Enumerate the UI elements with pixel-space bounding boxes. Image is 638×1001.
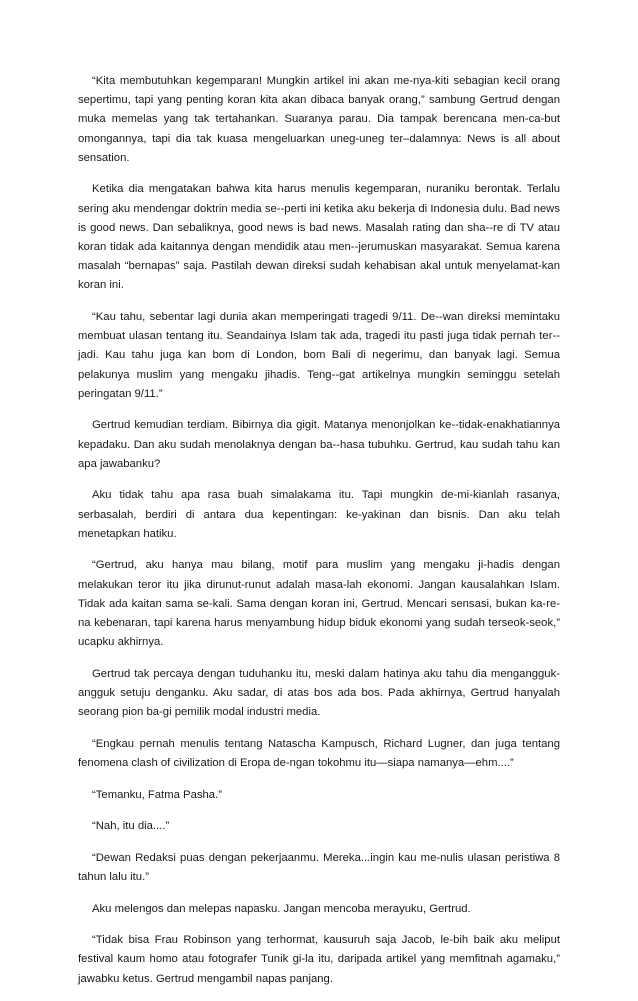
paragraph: Gertrud tak percaya dengan tuduhanku itu, meski dalam hatinya aku tahu dia mengangguk-angguk setuju denganku. Aku sadar, di atas bos ada bos. Pada akhirnya, Gertrud hanyalah seorang pion ba-gi pemilik modal industri media. bbox=[78, 667, 560, 719]
paragraph: “Nah, itu dia....” bbox=[92, 820, 170, 833]
paragraph: Aku melengos dan melepas napasku. Jangan mencoba merayuku, Gertrud. bbox=[92, 902, 471, 915]
paragraph: “Engkau pernah menulis tentang Natascha Kampusch, Richard Lugner, dan juga tentang fenomena clash of civilization di Eropa de-ngan tokohmu itu—siapa namanya—ehm....” bbox=[78, 737, 560, 770]
paragraph: “Tidak bisa Frau Robinson yang terhormat, kausuruh saja Jacob, le-bih baik aku meliput festival kaum homo atau fotografer Tunik gi-la itu, daripada artikel yang memfitnah agamaku,” jawabku ketus. Gertrud mengambil napas panjang. bbox=[78, 934, 560, 985]
paragraph: “Kita membutuhkan kegemparan! Mungkin artikel ini akan me-nya-kiti sebagian kecil orang sepertimu, tapi yang penting koran kita akan dibaca banyak orang,” sambung Gertrud dengan muka memelas yang tak tertahankan. Suaranya parau. Dia tampak berencana men-ca-but omongannya, tapi dia tak kuasa mengeluarkan uneg-uneg ter–dalamnya: News is all about sensation. bbox=[78, 75, 560, 164]
document-page bbox=[78, 72, 560, 1001]
paragraph: Ketika dia mengatakan bahwa kita harus menulis kegemparan, nuraniku berontak. Terlalu sering aku mendengar doktrin media se--perti ini ketika aku bekerja di Indonesia dulu. Bad news is good news. Dan sebaliknya, good news is bad news. Masalah rating dan sha--re di TV atau koran tidak ada kaitannya dengan mendidik atau men--jerumuskan masyarakat. Semua karena masalah “bernapas” saja. Pastilah dewan direksi sudah kehabisan akal untuk menyelamat-kan koran ini. bbox=[78, 183, 560, 292]
paragraph: “Temanku, Fatma Pasha.” bbox=[92, 788, 222, 801]
paragraph: Gertrud kemudian terdiam. Bibirnya dia gigit. Matanya menonjolkan ke--tidak-enakhatiannya kepadaku. Dan aku sudah menolaknya dengan ba--hasa tubuhku. Gertrud, kau sudah tahu kan apa jawabanku? bbox=[78, 419, 560, 470]
paragraph: Aku tidak tahu apa rasa buah simalakama itu. Tapi mungkin de-mi-kianlah rasanya, serbasalah, berdiri di antara dua kepentingan: ke-yakinan dan bisnis. Dan aku telah menetapkan hatiku. bbox=[78, 489, 560, 540]
paragraph: “Dewan Redaksi puas dengan pekerjaanmu. Mereka...ingin kau me-nulis ulasan peristiwa 8 tahun lalu itu.” bbox=[78, 851, 560, 884]
paragraph: “Kau tahu, sebentar lagi dunia akan memperingati tragedi 9/11. De--wan direksi memintaku membuat ulasan tentang itu. Seandainya Islam tak ada, tragedi itu pasti juga tidak pernah ter--jadi. Kau tahu juga kan bom di London, bom Bali di negerimu, dan banyak lagi. Semua pelakunya muslim yang mengaku jihadis. Teng--gat artikelnya mungkin seminggu setelah peringatan 9/11.” bbox=[78, 311, 560, 400]
paragraph: “Gertrud, aku hanya mau bilang, motif para muslim yang mengaku ji-hadis dengan melakukan teror itu jika dirunut-runut adalah masa-lah ekonomi. Jangan kausalahkan Islam. Tidak ada kaitan sama se-kali. Sama dengan koran ini, Gertrud. Mencari sensasi, bukan ka-re-na kebenaran, tapi karena harus menyambung hidup biduk ekonomi yang sudah terseok-seok,” ucapku akhirnya. bbox=[78, 559, 560, 649]
